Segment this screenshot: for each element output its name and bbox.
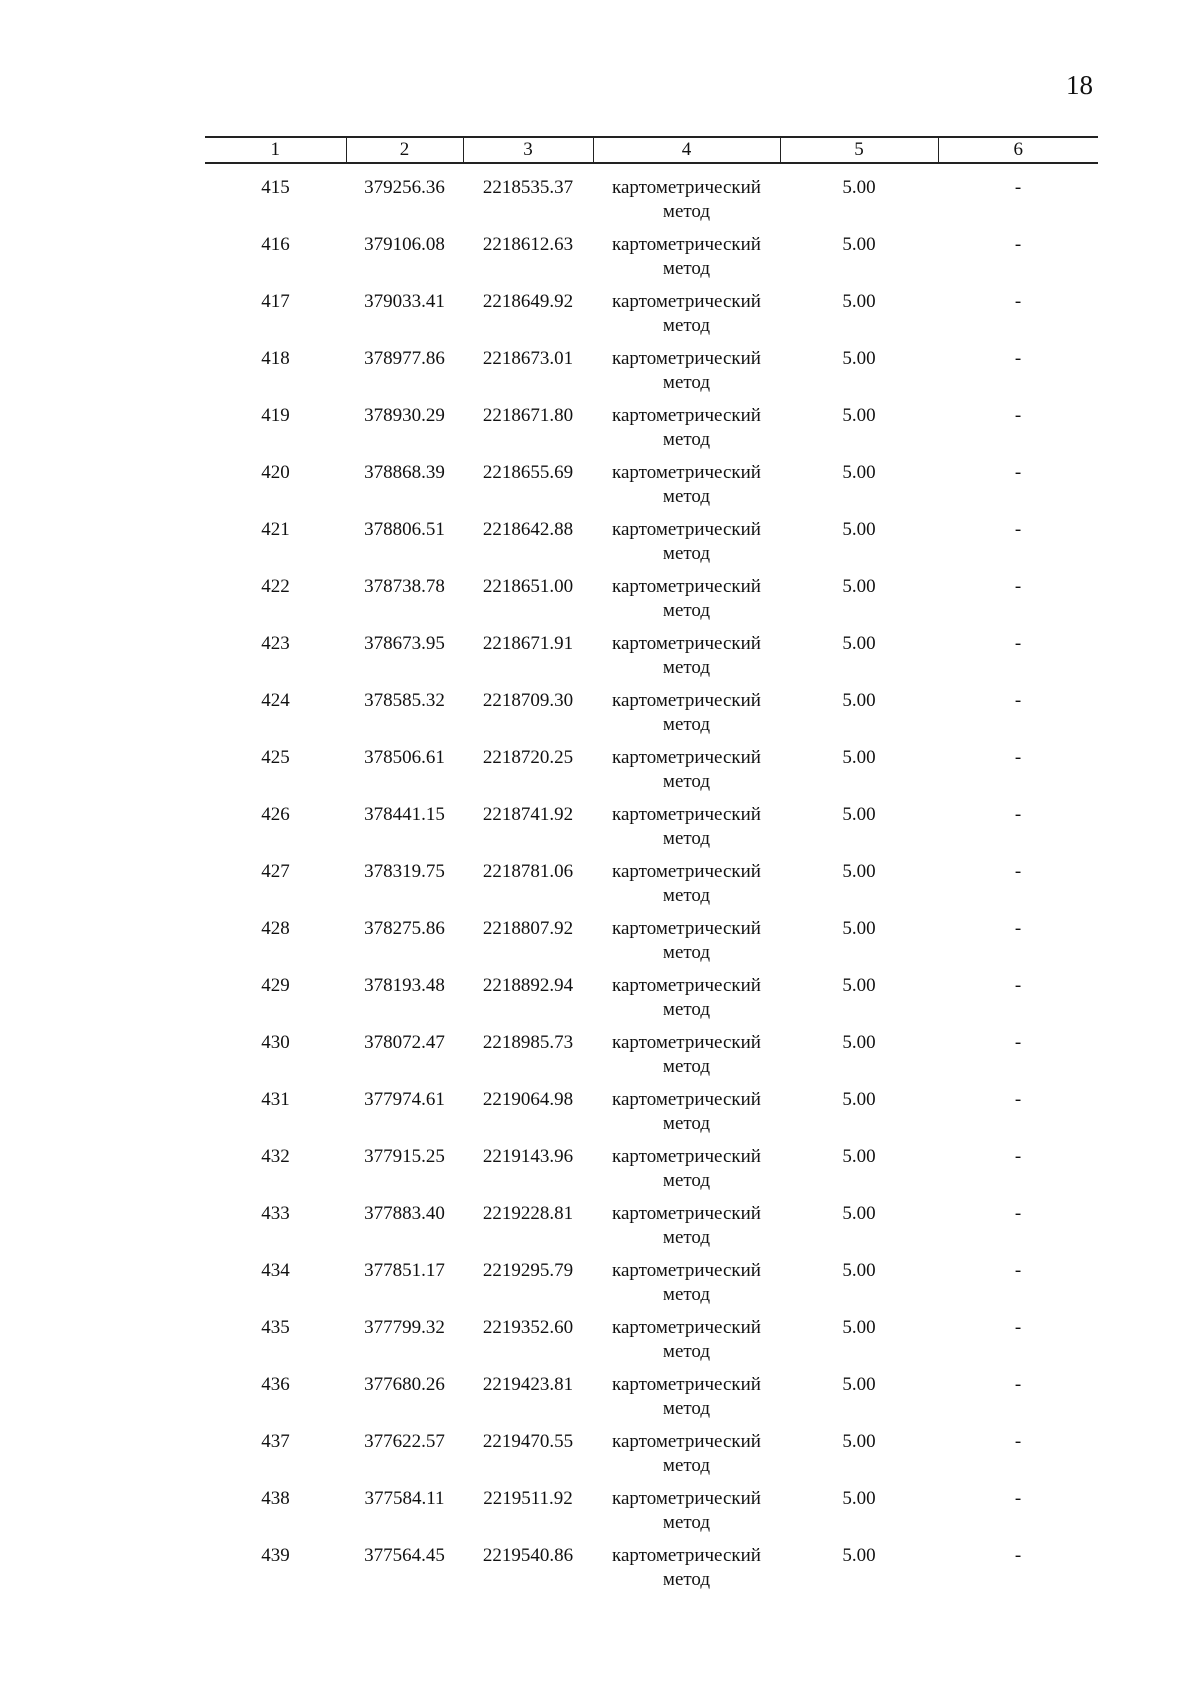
method-line-2: метод: [662, 1398, 711, 1419]
cell-note: -: [1014, 747, 1022, 768]
table-row: [205, 163, 1098, 233]
table-row: [205, 1373, 1098, 1430]
cell-method: [593, 1487, 780, 1544]
cell-point-number: 433: [261, 1203, 290, 1224]
cell-accuracy: 5.00: [842, 177, 876, 198]
cell-note: -: [1014, 1146, 1022, 1167]
cell-note: -: [1014, 234, 1022, 255]
cell-method: [593, 518, 780, 575]
method-line-1: картометрический: [612, 1545, 761, 1566]
table-row: [205, 1430, 1098, 1487]
cell-note: -: [1014, 804, 1022, 825]
cell-point-number: 438: [261, 1488, 290, 1509]
cell-accuracy: 5.00: [842, 1488, 876, 1509]
cell-y-coordinate: 2218892.94: [482, 975, 574, 996]
cell-note: -: [1014, 348, 1022, 369]
cell-y-coordinate: 2218649.92: [482, 291, 574, 312]
cell-x-coordinate: 377622.57: [364, 1431, 445, 1452]
cell-accuracy: 5.00: [842, 1374, 876, 1395]
header-col-5: 5: [780, 137, 938, 163]
cell-x-coordinate: 377915.25: [364, 1146, 445, 1167]
coordinates-table: [205, 136, 1098, 1601]
method-line-2: метод: [662, 942, 711, 963]
cell-point-number: 435: [261, 1317, 290, 1338]
method-line-2: метод: [662, 714, 711, 735]
cell-accuracy: 5.00: [842, 1032, 876, 1053]
cell-x-coordinate: 379256.36: [364, 177, 445, 198]
cell-accuracy: 5.00: [842, 234, 876, 255]
cell-accuracy: 5.00: [842, 975, 876, 996]
page-number: 18: [1066, 70, 1093, 100]
cell-method: [593, 290, 780, 347]
cell-x-coordinate: 378072.47: [364, 1032, 445, 1053]
cell-point-number: 420: [261, 462, 290, 483]
table-row: [205, 1259, 1098, 1316]
cell-point-number: 428: [261, 918, 290, 939]
cell-note: -: [1014, 861, 1022, 882]
cell-x-coordinate: 378506.61: [364, 747, 445, 768]
table-row: [205, 860, 1098, 917]
method-line-2: метод: [662, 429, 711, 450]
cell-point-number: 427: [261, 861, 290, 882]
cell-y-coordinate: 2219295.79: [482, 1260, 574, 1281]
cell-method: [593, 689, 780, 746]
method-line-1: картометрический: [612, 1032, 761, 1053]
cell-note: -: [1014, 1488, 1022, 1509]
header-col-6: 6: [938, 137, 1098, 163]
cell-y-coordinate: 2218709.30: [482, 690, 574, 711]
cell-method: [593, 1088, 780, 1145]
cell-accuracy: 5.00: [842, 405, 876, 426]
cell-point-number: 432: [261, 1146, 290, 1167]
cell-accuracy: 5.00: [842, 633, 876, 654]
cell-y-coordinate: 2218781.06: [482, 861, 574, 882]
cell-y-coordinate: 2218671.80: [482, 405, 574, 426]
method-line-1: картометрический: [612, 690, 761, 711]
cell-accuracy: 5.00: [842, 1089, 876, 1110]
method-line-1: картометрический: [612, 918, 761, 939]
cell-accuracy: 5.00: [842, 861, 876, 882]
method-line-2: метод: [662, 1284, 711, 1305]
cell-x-coordinate: 379033.41: [364, 291, 445, 312]
table-row: [205, 1145, 1098, 1202]
cell-accuracy: 5.00: [842, 576, 876, 597]
cell-point-number: 424: [261, 690, 290, 711]
table-body: [205, 163, 1098, 1601]
method-line-1: картометрический: [612, 1317, 761, 1338]
cell-method: [593, 1544, 780, 1601]
table-row: [205, 1487, 1098, 1544]
cell-accuracy: 5.00: [842, 348, 876, 369]
cell-x-coordinate: 377799.32: [364, 1317, 445, 1338]
cell-method: [593, 1202, 780, 1259]
cell-accuracy: 5.00: [842, 918, 876, 939]
method-line-1: картометрический: [612, 519, 761, 540]
method-line-2: метод: [662, 1341, 711, 1362]
method-line-2: метод: [662, 1512, 711, 1533]
cell-method: [593, 803, 780, 860]
cell-method: [593, 632, 780, 689]
table-row: [205, 974, 1098, 1031]
method-line-1: картометрический: [612, 1146, 761, 1167]
cell-accuracy: 5.00: [842, 1545, 876, 1566]
method-line-1: картометрический: [612, 1431, 761, 1452]
cell-accuracy: 5.00: [842, 690, 876, 711]
table-row: [205, 1031, 1098, 1088]
table-row: [205, 290, 1098, 347]
cell-note: -: [1014, 633, 1022, 654]
cell-y-coordinate: 2218741.92: [482, 804, 574, 825]
cell-note: -: [1014, 405, 1022, 426]
cell-y-coordinate: 2218655.69: [482, 462, 574, 483]
method-line-1: картометрический: [612, 975, 761, 996]
method-line-2: метод: [662, 543, 711, 564]
method-line-1: картометрический: [612, 861, 761, 882]
table-row: [205, 917, 1098, 974]
cell-y-coordinate: 2218651.00: [482, 576, 574, 597]
cell-method: [593, 917, 780, 974]
cell-x-coordinate: 378193.48: [364, 975, 445, 996]
cell-note: -: [1014, 177, 1022, 198]
method-line-1: картометрический: [612, 1203, 761, 1224]
cell-y-coordinate: 2218642.88: [482, 519, 574, 540]
cell-y-coordinate: 2219143.96: [482, 1146, 574, 1167]
cell-x-coordinate: 377564.45: [364, 1545, 445, 1566]
header-col-3: 3: [463, 137, 593, 163]
cell-accuracy: 5.00: [842, 1146, 876, 1167]
header-col-2: 2: [346, 137, 463, 163]
cell-method: [593, 1145, 780, 1202]
cell-x-coordinate: 377584.11: [364, 1488, 445, 1509]
cell-accuracy: 5.00: [842, 747, 876, 768]
method-line-2: метод: [662, 600, 711, 621]
method-line-1: картометрический: [612, 1260, 761, 1281]
cell-y-coordinate: 2218985.73: [482, 1032, 574, 1053]
cell-method: [593, 1373, 780, 1430]
cell-y-coordinate: 2219511.92: [483, 1488, 573, 1509]
method-line-2: метод: [662, 999, 711, 1020]
cell-method: [593, 461, 780, 518]
table-row: [205, 689, 1098, 746]
cell-x-coordinate: 378977.86: [364, 348, 445, 369]
table-row: [205, 575, 1098, 632]
cell-point-number: 421: [261, 519, 290, 540]
cell-y-coordinate: 2218671.91: [482, 633, 574, 654]
cell-point-number: 437: [261, 1431, 290, 1452]
cell-y-coordinate: 2219228.81: [482, 1203, 574, 1224]
method-line-1: картометрический: [612, 576, 761, 597]
table-row: [205, 746, 1098, 803]
method-line-2: метод: [662, 201, 711, 222]
cell-point-number: 431: [261, 1089, 290, 1110]
table-row: [205, 461, 1098, 518]
method-line-2: метод: [662, 1569, 711, 1590]
cell-point-number: 425: [261, 747, 290, 768]
method-line-1: картометрический: [612, 234, 761, 255]
cell-point-number: 430: [261, 1032, 290, 1053]
method-line-2: метод: [662, 258, 711, 279]
method-line-1: картометрический: [612, 405, 761, 426]
method-line-2: метод: [662, 372, 711, 393]
table-row: [205, 404, 1098, 461]
cell-y-coordinate: 2219064.98: [482, 1089, 574, 1110]
cell-x-coordinate: 378585.32: [364, 690, 445, 711]
method-line-2: метод: [662, 771, 711, 792]
cell-x-coordinate: 378673.95: [364, 633, 445, 654]
cell-x-coordinate: 379106.08: [364, 234, 445, 255]
cell-note: -: [1014, 462, 1022, 483]
header-col-1: 1: [205, 137, 346, 163]
method-line-2: метод: [662, 1170, 711, 1191]
table-row: [205, 347, 1098, 404]
cell-note: -: [1014, 690, 1022, 711]
cell-note: -: [1014, 1089, 1022, 1110]
method-line-2: метод: [662, 1113, 711, 1134]
cell-accuracy: 5.00: [842, 1260, 876, 1281]
cell-note: -: [1014, 1545, 1022, 1566]
table-header: [205, 137, 1098, 163]
cell-method: [593, 1316, 780, 1373]
cell-method: [593, 1430, 780, 1487]
cell-note: -: [1014, 918, 1022, 939]
cell-method: [593, 746, 780, 803]
table-row: [205, 1316, 1098, 1373]
table-row: [205, 803, 1098, 860]
method-line-2: метод: [662, 657, 711, 678]
cell-point-number: 434: [261, 1260, 290, 1281]
method-line-2: метод: [662, 1056, 711, 1077]
method-line-2: метод: [662, 885, 711, 906]
cell-y-coordinate: 2218673.01: [482, 348, 574, 369]
cell-note: -: [1014, 1032, 1022, 1053]
table-row: [205, 518, 1098, 575]
cell-note: -: [1014, 1374, 1022, 1395]
table-row: [205, 632, 1098, 689]
cell-note: -: [1014, 1431, 1022, 1452]
cell-point-number: 436: [261, 1374, 290, 1395]
cell-method: [593, 575, 780, 632]
cell-point-number: 418: [261, 348, 290, 369]
method-line-1: картометрический: [612, 348, 761, 369]
method-line-2: метод: [662, 486, 711, 507]
cell-y-coordinate: 2219470.55: [482, 1431, 574, 1452]
cell-y-coordinate: 2219352.60: [482, 1317, 574, 1338]
cell-note: -: [1014, 576, 1022, 597]
cell-note: -: [1014, 519, 1022, 540]
cell-x-coordinate: 377974.61: [364, 1089, 445, 1110]
table-row: [205, 1202, 1098, 1259]
cell-point-number: 416: [261, 234, 290, 255]
cell-note: -: [1014, 1317, 1022, 1338]
method-line-1: картометрический: [612, 291, 761, 312]
method-line-2: метод: [662, 315, 711, 336]
method-line-1: картометрический: [612, 747, 761, 768]
cell-accuracy: 5.00: [842, 462, 876, 483]
method-line-1: картометрический: [612, 1488, 761, 1509]
cell-point-number: 417: [261, 291, 290, 312]
cell-method: [593, 1031, 780, 1088]
method-line-2: метод: [662, 1455, 711, 1476]
cell-method: [593, 233, 780, 290]
cell-point-number: 415: [261, 177, 290, 198]
method-line-1: картометрический: [612, 804, 761, 825]
cell-accuracy: 5.00: [842, 291, 876, 312]
cell-note: -: [1014, 1260, 1022, 1281]
cell-y-coordinate: 2218612.63: [482, 234, 574, 255]
method-line-2: метод: [662, 828, 711, 849]
cell-y-coordinate: 2218720.25: [482, 747, 574, 768]
method-line-1: картометрический: [612, 462, 761, 483]
method-line-1: картометрический: [612, 1089, 761, 1110]
cell-point-number: 429: [261, 975, 290, 996]
cell-point-number: 439: [261, 1545, 290, 1566]
cell-accuracy: 5.00: [842, 1431, 876, 1452]
cell-y-coordinate: 2219423.81: [482, 1374, 574, 1395]
header-col-4: 4: [593, 137, 780, 163]
cell-y-coordinate: 2219540.86: [482, 1545, 574, 1566]
cell-point-number: 422: [261, 576, 290, 597]
cell-accuracy: 5.00: [842, 804, 876, 825]
method-line-1: картометрический: [612, 633, 761, 654]
cell-method: [593, 974, 780, 1031]
method-line-1: картометрический: [612, 177, 761, 198]
cell-point-number: 423: [261, 633, 290, 654]
table-row: [205, 233, 1098, 290]
cell-method: [593, 404, 780, 461]
cell-x-coordinate: 378930.29: [364, 405, 445, 426]
cell-x-coordinate: 377851.17: [364, 1260, 445, 1281]
cell-y-coordinate: 2218535.37: [482, 177, 574, 198]
cell-x-coordinate: 378319.75: [364, 861, 445, 882]
cell-x-coordinate: 378441.15: [364, 804, 445, 825]
cell-x-coordinate: 378868.39: [364, 462, 445, 483]
cell-method: [593, 347, 780, 404]
cell-y-coordinate: 2218807.92: [482, 918, 574, 939]
cell-x-coordinate: 377680.26: [364, 1374, 445, 1395]
header-row: [205, 137, 1098, 163]
cell-method: [593, 1259, 780, 1316]
cell-x-coordinate: 378806.51: [364, 519, 445, 540]
cell-accuracy: 5.00: [842, 1203, 876, 1224]
cell-point-number: 426: [261, 804, 290, 825]
cell-accuracy: 5.00: [842, 519, 876, 540]
cell-method: [593, 163, 780, 233]
cell-x-coordinate: 377883.40: [364, 1203, 445, 1224]
cell-accuracy: 5.00: [842, 1317, 876, 1338]
cell-note: -: [1014, 1203, 1022, 1224]
table-row: [205, 1088, 1098, 1145]
method-line-1: картометрический: [612, 1374, 761, 1395]
cell-note: -: [1014, 975, 1022, 996]
cell-point-number: 419: [261, 405, 290, 426]
cell-x-coordinate: 378738.78: [364, 576, 445, 597]
cell-note: -: [1014, 291, 1022, 312]
cell-x-coordinate: 378275.86: [364, 918, 445, 939]
method-line-2: метод: [662, 1227, 711, 1248]
cell-method: [593, 860, 780, 917]
table-row: [205, 1544, 1098, 1601]
